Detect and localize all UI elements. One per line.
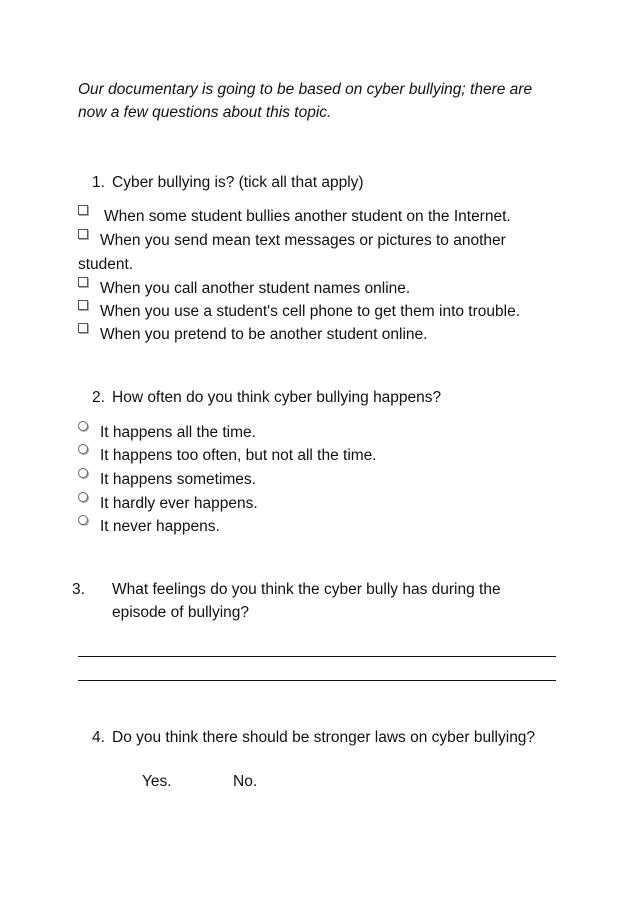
radio-icon[interactable] xyxy=(78,492,88,502)
question-1-number: 1. xyxy=(92,174,105,191)
q2-option-1-label: It happens all the time. xyxy=(100,424,256,441)
q1-option-5[interactable] xyxy=(78,323,558,347)
answer-line-2[interactable] xyxy=(78,680,556,681)
q1-option-2-label: When you send mean text messages or pictures to another student. xyxy=(78,232,506,273)
checkbox-icon[interactable] xyxy=(78,277,88,287)
radio-icon[interactable] xyxy=(78,421,88,431)
checkbox-icon[interactable] xyxy=(78,300,88,310)
q1-option-3[interactable] xyxy=(78,277,558,301)
question-2-text: How often do you think cyber bullying happens? xyxy=(112,389,442,406)
q1-option-4[interactable] xyxy=(78,300,558,324)
question-1 xyxy=(92,171,562,194)
q2-option-2-label: It happens too often, but not all the time. xyxy=(100,447,377,464)
question-3-number: 3. xyxy=(72,581,85,598)
question-3 xyxy=(72,578,542,624)
q2-option-5-label: It never happens. xyxy=(100,518,220,535)
checkbox-icon[interactable] xyxy=(78,229,88,239)
intro-paragraph: Our documentary is going to be based on cyber bullying; there are now a few questions about this topic. xyxy=(78,81,533,121)
radio-icon[interactable] xyxy=(78,515,88,525)
q2-option-2[interactable] xyxy=(78,444,558,468)
radio-icon[interactable] xyxy=(78,468,88,478)
q2-option-3-label: It happens sometimes. xyxy=(100,471,256,488)
q2-option-4[interactable] xyxy=(78,492,558,516)
q2-option-5[interactable] xyxy=(78,515,558,539)
q1-option-3-label: When you call another student names online. xyxy=(100,280,411,297)
q1-option-5-label: When you pretend to be another student online. xyxy=(100,326,428,343)
checkbox-icon[interactable] xyxy=(78,205,88,215)
answer-line-1[interactable] xyxy=(78,656,556,657)
answer-no[interactable]: No. xyxy=(233,773,258,790)
question-4-text: Do you think there should be stronger laws on cyber bullying? xyxy=(112,729,536,746)
question-4-number: 4. xyxy=(92,729,105,746)
question-2-number: 2. xyxy=(92,389,105,406)
q2-option-1[interactable] xyxy=(78,421,558,445)
checkbox-icon[interactable] xyxy=(78,323,88,333)
q1-option-2[interactable] xyxy=(78,229,558,277)
q1-option-1-label: When some student bullies another student on the Internet. xyxy=(104,208,511,225)
question-3-text: What feelings do you think the cyber bully has during the episode of bullying? xyxy=(112,581,501,621)
question-1-text: Cyber bullying is? (tick all that apply) xyxy=(112,174,364,191)
q2-option-4-label: It hardly ever happens. xyxy=(100,495,258,512)
q2-option-3[interactable] xyxy=(78,468,558,492)
radio-icon[interactable] xyxy=(78,444,88,454)
question-2 xyxy=(92,386,562,409)
answer-yes[interactable]: Yes. xyxy=(142,773,172,790)
question-4 xyxy=(92,726,562,749)
q1-option-4-label: When you use a student's cell phone to get them into trouble. xyxy=(100,303,520,320)
q1-option-1[interactable] xyxy=(78,205,558,229)
